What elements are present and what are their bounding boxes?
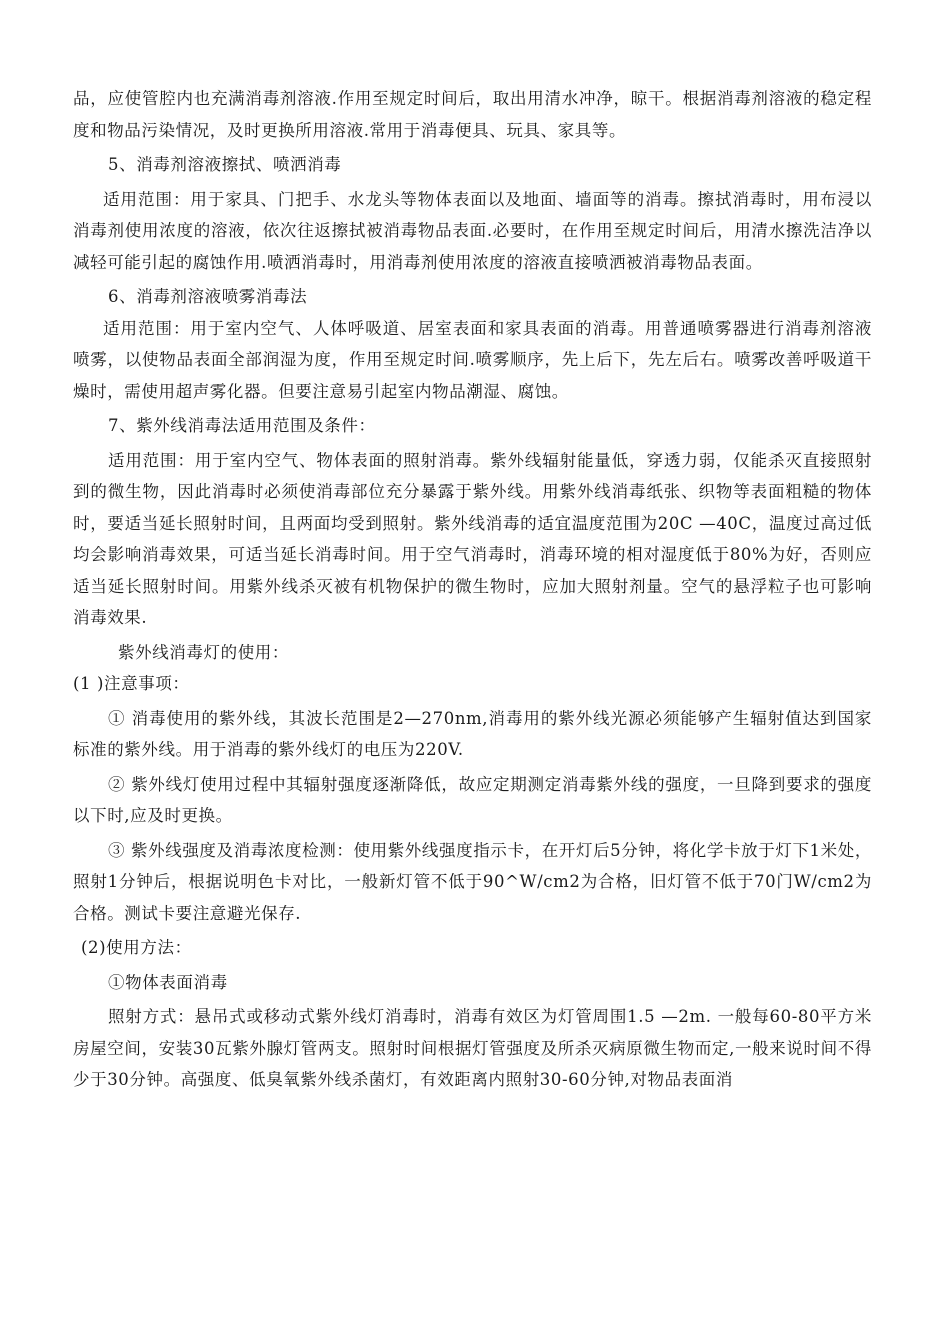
heading-7: 7、紫外线消毒法适用范围及条件： [108, 416, 376, 435]
paragraph-continuation: 品，应使管腔内也充满消毒剂溶液.作用至规定时间后，取出用清水冲净，晾干。根据消毒剂溶液的稳定程度和物品污染情况，及时更换所用溶液.常用于消毒便具、玩具、家具等。 [73, 89, 872, 140]
paragraph-5-scope: 适用范围：用于家具、门把手、水龙头等物体表面以及地面、墙面等的消毒。擦拭消毒时，用布浸以消毒剂使用浓度的溶液，依次往返擦拭被消毒物品表面.必要时，在作用至规定时间后，用清水擦洗洁净以减轻可能引起的腐蚀作用.喷洒消毒时，用消毒剂使用浓度的溶液直接喷洒被消毒物品表面。 [73, 189, 872, 272]
paragraph-7-scope: 适用范围：用于室内空气、物体表面的照射消毒。紫外线辐射能量低，穿透力弱，仅能杀灭直接照射到的微生物，因此消毒时必须使消毒部位充分暴露于紫外线。用紫外线消毒纸张、织物等表面粗糙的物体时，要适当延长照射时间，且两面均受到照射。紫外线消毒的适宜温度范围为20C —40C，温度过高过低均会影响消毒效果，可适当延长消毒时间。用于空气消毒时，消毒环境的相对湿度低于80%为好，否则应适当延长照射时间。用紫外线杀灭被有机物保护的微生物时，应加大照射剂量。空气的悬浮粒子也可影响消毒效果. [73, 450, 872, 627]
heading-5: 5、消毒剂溶液擦拭、喷洒消毒 [108, 155, 342, 174]
paragraph-6-scope: 适用范围：用于室内空气、人体呼吸道、居室表面和家具表面的消毒。用普通喷雾器进行消毒剂溶液喷雾，以使物品表面全部润湿为度，作用至规定时间.喷雾顺序，先上后下，先左后右。喷雾改善呼吸道干燥时，需使用超声雾化器。但要注意易引起室内物品潮湿、腐蚀。 [73, 318, 872, 401]
item-precaution-2: ② 紫外线灯使用过程中其辐射强度逐渐降低，故应定期测定消毒紫外线的强度，一旦降到要求的强度以下时,应及时更换。 [73, 774, 872, 825]
item-precaution-1: ① 消毒使用的紫外线，其波长范围是2—270nm,消毒用的紫外线光源必须能够产生辐射值达到国家标准的紫外线。用于消毒的紫外线灯的电压为220V. [73, 708, 872, 759]
paragraph-irradiation-method: 照射方式：悬吊式或移动式紫外线灯消毒时，消毒有效区为灯管周围1.5 —2m. 一般每60-80平方米房屋空间，安装30瓦紫外腺灯管两支。照射时间根据灯管强度及所杀灭病原微生物而定,一般来说时间不得少于30分钟。高强度、低臭氧紫外线杀菌灯，有效距离内照射30-60分钟,对物品表面消 [73, 1007, 872, 1089]
item-precaution-3: ③ 紫外线强度及消毒浓度检测：使用紫外线强度指示卡，在开灯后5分钟，将化学卡放于灯下1米处，照射1分钟后，根据说明色卡对比，一般新灯管不低于90^W/cm2为合格，旧灯管不低于70门W/cm2为合格。测试卡要注意避光保存. [73, 840, 872, 923]
subheading-uv-lamp-usage: 紫外线消毒灯的使用： [118, 642, 289, 662]
subheading-usage-method: (2)使用方法： [81, 938, 192, 957]
heading-6: 6、消毒剂溶液喷雾消毒法 [108, 287, 308, 306]
item-surface-disinfection: ①物体表面消毒 [108, 972, 228, 992]
subheading-precautions: (1 )注意事项： [73, 674, 190, 693]
